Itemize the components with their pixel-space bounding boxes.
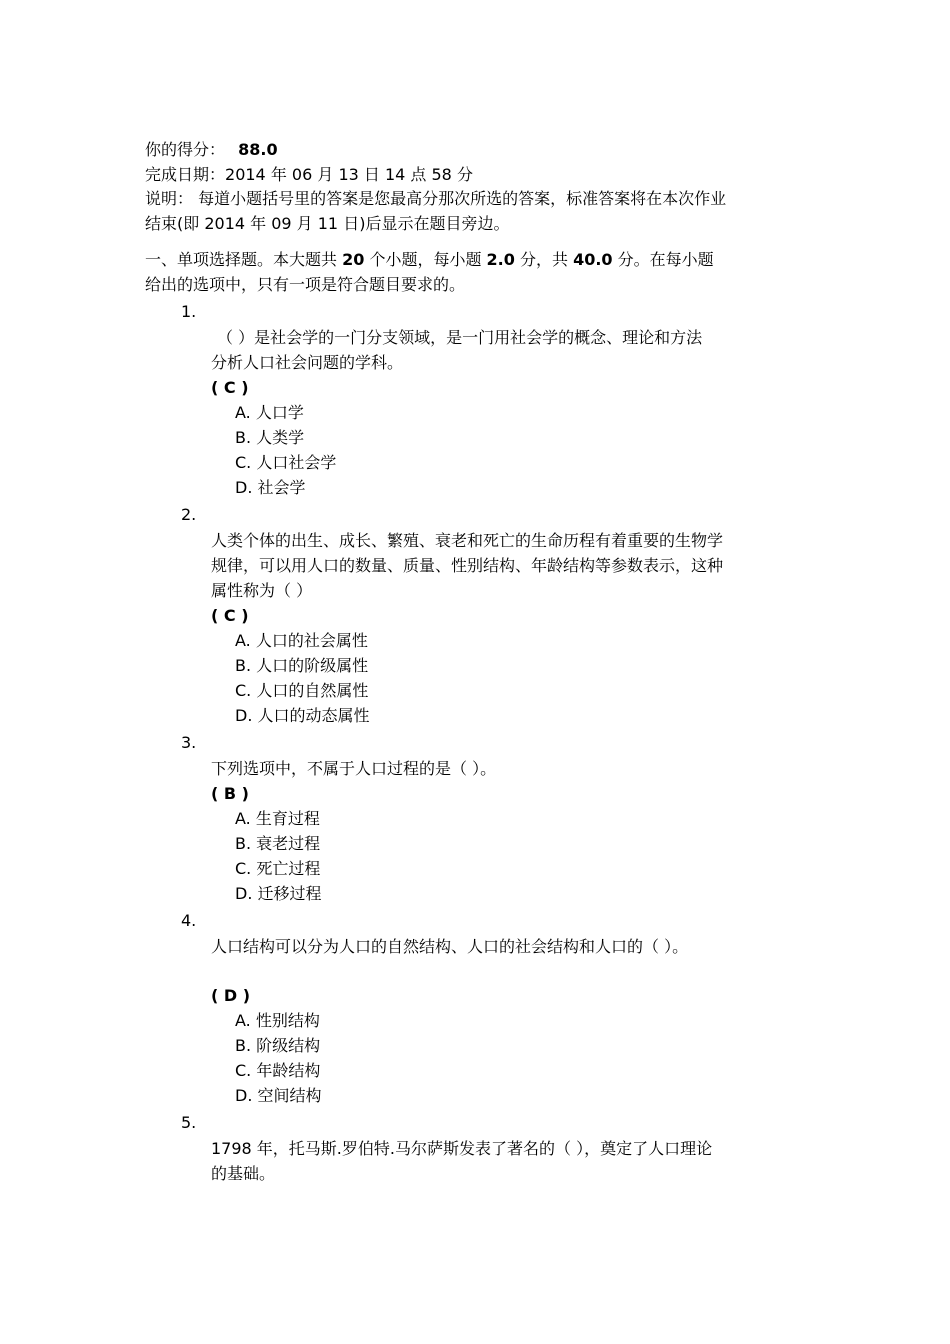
total-score: 40.0	[573, 250, 613, 269]
per-question-score: 2.0	[486, 250, 515, 269]
selected-answer: ( C )	[211, 606, 249, 625]
option-a: A. 性别结构	[235, 1011, 320, 1030]
date-line	[145, 163, 815, 188]
option-a: A. 人口的社会属性	[235, 631, 368, 650]
option-d: D. 空间结构	[235, 1086, 322, 1105]
exam-page	[145, 138, 815, 1186]
selected-answer: ( D )	[211, 986, 251, 1005]
section-title	[145, 248, 815, 273]
option-b: B. 阶级结构	[235, 1036, 321, 1055]
question-number: 3.	[181, 733, 197, 752]
option-b: B. 人口的阶级属性	[235, 656, 369, 675]
option-d: D. 社会学	[235, 478, 306, 497]
question-number: 4.	[181, 911, 197, 930]
option-a: A. 人口学	[235, 403, 304, 422]
section-text-b: 个小题，每小题	[364, 250, 487, 269]
question-stem-line: （ ）是社会学的一门分支领域，是一门用社会学的概念、理论和方法	[217, 328, 703, 347]
section-line-2: 给出的选项中，只有一项是符合题目要求的。	[145, 274, 466, 294]
question-2	[145, 502, 815, 728]
score-value: 88.0	[238, 140, 278, 159]
option-c: C. 死亡过程	[235, 859, 321, 878]
score-label: 你的得分：	[145, 140, 226, 159]
option-b: B. 人类学	[235, 428, 305, 447]
question-stem-line: 下列选项中，不属于人口过程的是（ ）。	[211, 759, 497, 778]
date-value: 2014 年 06 月 13 日 14 点 58 分	[225, 164, 473, 184]
question-stem-line: 人口结构可以分为人口的自然结构、人口的社会结构和人口的（ ）。	[211, 937, 689, 956]
question-number: 1.	[181, 302, 197, 321]
question-number: 2.	[181, 505, 197, 524]
selected-answer: ( C )	[211, 378, 249, 397]
note-line-2: 结束(即 2014 年 09 月 11 日)后显示在题目旁边。	[145, 213, 510, 233]
option-c: C. 人口的自然属性	[235, 681, 369, 700]
option-c: C. 人口社会学	[235, 453, 337, 472]
section-text-a: 一、单项选择题。本大题共	[145, 250, 343, 269]
question-4	[145, 908, 815, 1108]
note-line-1: 说明： 每道小题括号里的答案是您最高分那次所选的答案，标准答案将在本次作业	[145, 189, 727, 208]
section-text-d: 分。在每小题	[612, 250, 714, 269]
option-c: C. 年龄结构	[235, 1061, 321, 1080]
option-b: B. 衰老过程	[235, 834, 321, 853]
question-3	[145, 730, 815, 906]
score-line	[145, 138, 815, 163]
option-a: A. 生育过程	[235, 809, 320, 828]
question-stem-line: 规律，可以用人口的数量、质量、性别结构、年龄结构等参数表示，这种	[211, 556, 724, 575]
question-5	[145, 1110, 815, 1186]
option-d: D. 迁移过程	[235, 884, 322, 903]
question-stem-line: 分析人口社会问题的学科。	[211, 353, 404, 372]
question-stem-line: 的基础。	[211, 1164, 276, 1183]
question-stem-line: 1798 年，托马斯.罗伯特.马尔萨斯发表了著名的（ ），奠定了人口理论	[211, 1139, 713, 1158]
question-number: 5.	[181, 1113, 197, 1132]
question-stem-line: 人类个体的出生、成长、繁殖、衰老和死亡的生命历程有着重要的生物学	[211, 531, 724, 550]
section-text-c: 分，共	[514, 250, 574, 269]
question-stem-line: 属性称为（ ）	[211, 581, 313, 600]
question-1	[145, 299, 815, 500]
spacer	[145, 959, 815, 983]
date-label: 完成日期：	[145, 164, 226, 184]
question-count: 20	[342, 250, 365, 269]
option-d: D. 人口的动态属性	[235, 706, 370, 725]
selected-answer: ( B )	[211, 784, 249, 803]
